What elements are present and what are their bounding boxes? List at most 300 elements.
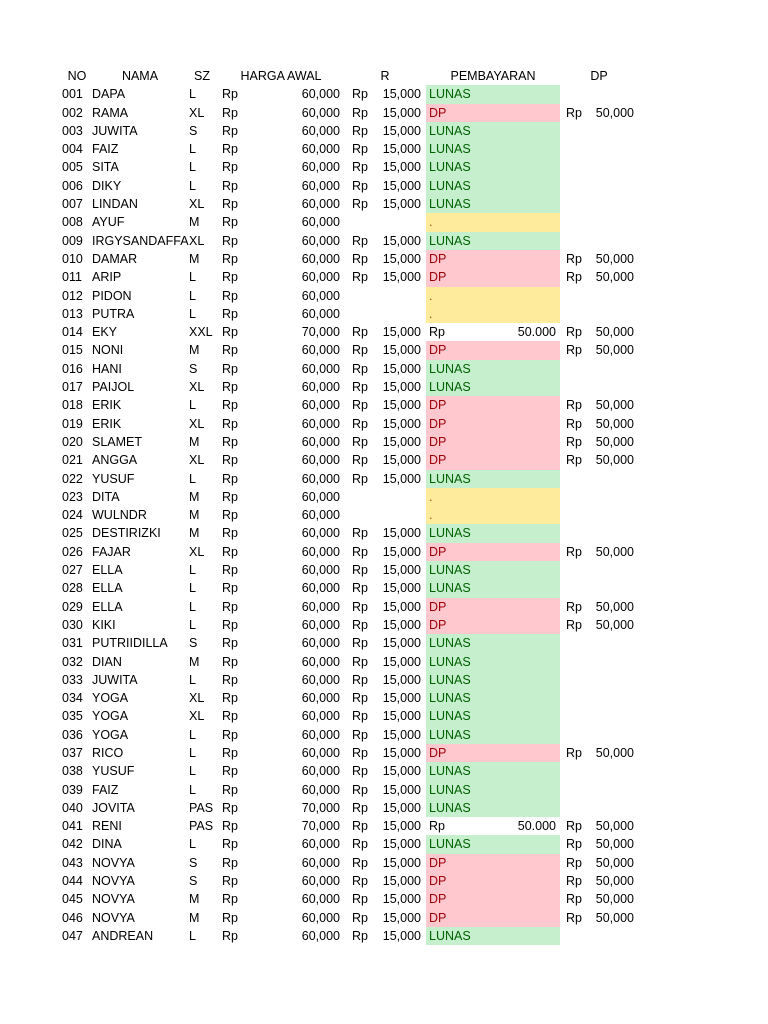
cell-r[interactable]: 15,000 [382,416,421,431]
cell-nama[interactable]: PIDON [92,288,132,303]
cell-dp[interactable] [590,707,634,725]
cell-currency[interactable]: Rp [566,855,582,870]
cell-sz[interactable]: L [189,928,196,943]
cell-r[interactable] [374,305,421,323]
cell-dp[interactable] [590,762,634,780]
cell-currency[interactable]: Rp [222,928,238,943]
cell-dp[interactable]: 50,000 [595,105,634,120]
cell-dp[interactable] [590,140,634,158]
cell-dp[interactable] [590,177,634,195]
cell-currency[interactable]: Rp [222,855,238,870]
cell-currency[interactable]: Rp [352,178,368,193]
cell-currency[interactable]: Rp [222,251,238,266]
cell-r[interactable]: 15,000 [382,270,421,285]
cell-currency[interactable]: Rp [222,434,238,449]
cell-nama[interactable]: EKY [92,325,118,340]
cell-harga-awal[interactable]: 60,000 [301,270,340,285]
cell-no[interactable]: 038 [62,764,83,779]
cell-currency[interactable]: Rp [222,837,238,852]
cell-r[interactable]: 15,000 [382,727,421,742]
cell-r[interactable]: 15,000 [382,837,421,852]
cell-currency[interactable]: Rp [352,782,368,797]
cell-nama[interactable]: KIKI [92,617,116,632]
cell-no[interactable]: 041 [62,819,83,834]
cell-dp[interactable] [590,470,634,488]
cell-dp[interactable]: 50,000 [595,270,634,285]
cell-currency[interactable]: Rp [352,453,368,468]
cell-sz[interactable]: M [189,489,200,504]
cell-currency[interactable]: Rp [352,892,368,907]
cell-harga-awal[interactable]: 60,000 [301,581,340,596]
cell-sz[interactable]: XL [189,416,205,431]
cell-harga-awal[interactable]: 60,000 [301,709,340,724]
cell-sz[interactable]: PAS [189,819,214,834]
cell-sz[interactable]: L [189,727,196,742]
cell-pembayaran[interactable] [426,433,560,451]
cell-r[interactable] [374,287,421,305]
cell-dp[interactable] [590,488,634,506]
cell-pembayaran[interactable] [426,707,560,725]
cell-harga-awal[interactable]: 70,000 [301,325,340,340]
cell-no[interactable]: 030 [62,617,83,632]
cell-nama[interactable]: DAMAR [92,251,138,266]
cell-nama[interactable]: SLAMET [92,434,143,449]
cell-r[interactable]: 15,000 [382,526,421,541]
cell-pembayaran[interactable] [426,195,560,213]
cell-currency[interactable]: Rp [222,727,238,742]
cell-r[interactable]: 15,000 [382,819,421,834]
cell-dp[interactable]: 50,000 [595,745,634,760]
cell-r[interactable]: 15,000 [382,855,421,870]
cell-no[interactable]: 003 [62,123,83,138]
cell-no[interactable]: 037 [62,745,83,760]
cell-dp[interactable]: 50,000 [595,544,634,559]
cell-pembayaran[interactable] [426,762,560,780]
cell-currency[interactable]: Rp [352,160,368,175]
cell-sz[interactable]: XL [189,453,205,468]
cell-sz[interactable]: M [189,343,200,358]
cell-currency[interactable]: Rp [222,380,238,395]
cell-harga-awal[interactable]: 60,000 [301,105,340,120]
cell-sz[interactable]: M [189,526,200,541]
cell-pembayaran[interactable] [426,378,560,396]
cell-no[interactable]: 024 [62,508,83,523]
cell-nama[interactable]: ANGGA [92,453,138,468]
cell-dp[interactable] [590,122,634,140]
cell-nama[interactable]: HANI [92,361,122,376]
cell-currency[interactable]: Rp [352,343,368,358]
cell-sz[interactable]: M [189,251,200,266]
cell-currency[interactable]: Rp [222,745,238,760]
cell-pembayaran[interactable] [426,817,560,835]
cell-pembayaran[interactable] [426,305,560,323]
cell-sz[interactable]: M [189,215,200,230]
cell-dp[interactable] [590,634,634,652]
cell-currency[interactable]: Rp [566,874,582,889]
cell-r[interactable]: 15,000 [382,434,421,449]
cell-currency[interactable]: Rp [566,270,582,285]
cell-dp[interactable] [590,378,634,396]
cell-sz[interactable]: S [189,855,198,870]
cell-sz[interactable]: XL [189,709,205,724]
cell-currency[interactable]: Rp [352,727,368,742]
cell-pembayaran[interactable] [426,360,560,378]
cell-harga-awal[interactable]: 60,000 [301,691,340,706]
cell-dp[interactable]: 50,000 [595,343,634,358]
cell-no[interactable]: 021 [62,453,83,468]
cell-harga-awal[interactable]: 60,000 [301,526,340,541]
cell-r[interactable]: 15,000 [382,599,421,614]
cell-no[interactable]: 017 [62,380,83,395]
cell-pembayaran[interactable] [426,744,560,762]
cell-r[interactable]: 15,000 [382,105,421,120]
cell-harga-awal[interactable]: 60,000 [301,471,340,486]
cell-currency[interactable]: Rp [566,325,582,340]
cell-currency[interactable]: Rp [222,105,238,120]
cell-sz[interactable]: PAS [189,800,214,815]
cell-r[interactable]: 15,000 [382,178,421,193]
cell-no[interactable]: 010 [62,251,83,266]
cell-harga-awal[interactable]: 60,000 [301,142,340,157]
cell-dp[interactable]: 50,000 [595,855,634,870]
cell-pembayaran[interactable] [426,543,560,561]
cell-r[interactable]: 15,000 [382,691,421,706]
cell-currency[interactable]: Rp [222,691,238,706]
cell-pembayaran[interactable] [426,177,560,195]
cell-harga-awal[interactable]: 60,000 [301,544,340,559]
cell-no[interactable]: 008 [62,215,83,230]
cell-currency[interactable]: Rp [566,343,582,358]
cell-currency[interactable]: Rp [352,87,368,102]
cell-pembayaran[interactable] [426,250,560,268]
cell-nama[interactable]: DESTIRIZKI [92,526,161,541]
cell-nama[interactable]: DITA [92,489,120,504]
cell-sz[interactable]: L [189,160,196,175]
cell-dp[interactable] [590,506,634,524]
cell-pembayaran[interactable] [426,122,560,140]
cell-sz[interactable]: M [189,434,200,449]
cell-nama[interactable]: DAPA [92,87,126,102]
cell-sz[interactable]: XL [189,691,205,706]
cell-sz[interactable]: L [189,306,196,321]
cell-sz[interactable]: L [189,599,196,614]
cell-nama[interactable]: IRGYSANDAFFA [92,233,189,248]
cell-no[interactable]: 015 [62,343,83,358]
cell-pembayaran[interactable] [426,341,560,359]
cell-nama[interactable]: JUWITA [92,672,138,687]
cell-sz[interactable]: L [189,672,196,687]
cell-nama[interactable]: DIAN [92,654,122,669]
cell-dp[interactable] [590,726,634,744]
cell-nama[interactable]: RENI [92,819,122,834]
cell-dp[interactable]: 50,000 [595,416,634,431]
cell-currency[interactable]: Rp [352,654,368,669]
cell-harga-awal[interactable]: 60,000 [301,599,340,614]
cell-currency[interactable]: Rp [352,233,368,248]
cell-pembayaran[interactable] [426,872,560,890]
cell-currency[interactable]: Rp [222,617,238,632]
cell-currency[interactable]: Rp [352,874,368,889]
cell-r[interactable]: 15,000 [382,123,421,138]
cell-no[interactable]: 016 [62,361,83,376]
cell-dp[interactable] [590,195,634,213]
cell-nama[interactable]: JUWITA [92,123,138,138]
cell-dp[interactable]: 50,000 [595,325,634,340]
cell-currency[interactable]: Rp [222,874,238,889]
cell-r[interactable]: 15,000 [382,233,421,248]
cell-sz[interactable]: L [189,142,196,157]
cell-nama[interactable]: RICO [92,745,124,760]
cell-dp[interactable] [590,232,634,250]
cell-currency[interactable]: Rp [352,636,368,651]
cell-pembayaran[interactable] [426,726,560,744]
cell-sz[interactable]: L [189,617,196,632]
cell-currency[interactable]: Rp [222,178,238,193]
cell-currency[interactable]: Rp [222,288,238,303]
cell-pembayaran[interactable] [426,689,560,707]
cell-harga-awal[interactable]: 60,000 [301,306,340,321]
cell-pembayaran[interactable] [426,927,560,945]
cell-sz[interactable]: M [189,508,200,523]
cell-harga-awal[interactable]: 60,000 [301,727,340,742]
cell-currency[interactable]: Rp [566,453,582,468]
cell-nama[interactable]: WULNDR [92,508,147,523]
cell-dp[interactable]: 50,000 [595,251,634,266]
cell-pembayaran[interactable] [426,561,560,579]
cell-currency[interactable]: Rp [352,910,368,925]
cell-dp[interactable]: 50,000 [595,398,634,413]
cell-no[interactable]: 042 [62,837,83,852]
cell-nama[interactable]: ANDREAN [92,928,154,943]
cell-currency[interactable]: Rp [352,270,368,285]
cell-no[interactable]: 005 [62,160,83,175]
cell-r[interactable]: 15,000 [382,764,421,779]
cell-sz[interactable]: XL [189,105,205,120]
cell-r[interactable]: 15,000 [382,910,421,925]
cell-r[interactable]: 15,000 [382,142,421,157]
cell-currency[interactable]: Rp [352,544,368,559]
cell-harga-awal[interactable]: 60,000 [301,178,340,193]
cell-dp[interactable] [590,671,634,689]
cell-no[interactable]: 025 [62,526,83,541]
cell-currency[interactable]: Rp [352,398,368,413]
cell-harga-awal[interactable]: 60,000 [301,928,340,943]
cell-currency[interactable]: Rp [566,544,582,559]
cell-nama[interactable]: NOVYA [92,855,135,870]
cell-currency[interactable]: Rp [222,87,238,102]
cell-currency[interactable]: Rp [222,581,238,596]
cell-nama[interactable]: PAIJOL [92,380,135,395]
cell-harga-awal[interactable]: 60,000 [301,489,340,504]
cell-harga-awal[interactable]: 70,000 [301,819,340,834]
cell-dp[interactable] [590,158,634,176]
cell-currency[interactable]: Rp [352,197,368,212]
cell-no[interactable]: 002 [62,105,83,120]
cell-currency[interactable]: Rp [566,251,582,266]
cell-r[interactable]: 15,000 [382,709,421,724]
cell-currency[interactable]: Rp [566,892,582,907]
cell-no[interactable]: 012 [62,288,83,303]
cell-r[interactable]: 15,000 [382,745,421,760]
cell-currency[interactable]: Rp [352,526,368,541]
cell-currency[interactable]: Rp [352,105,368,120]
cell-currency[interactable]: Rp [352,325,368,340]
cell-harga-awal[interactable]: 60,000 [301,563,340,578]
cell-currency[interactable]: Rp [222,764,238,779]
cell-sz[interactable]: XL [189,233,205,248]
cell-r[interactable]: 15,000 [382,160,421,175]
cell-currency[interactable]: Rp [352,123,368,138]
cell-nama[interactable]: NONI [92,343,124,358]
cell-no[interactable]: 028 [62,581,83,596]
cell-dp[interactable] [590,579,634,597]
cell-no[interactable]: 032 [62,654,83,669]
cell-harga-awal[interactable]: 60,000 [301,855,340,870]
cell-harga-awal[interactable]: 60,000 [301,434,340,449]
cell-no[interactable]: 047 [62,928,83,943]
cell-nama[interactable]: JOVITA [92,800,135,815]
cell-currency[interactable]: Rp [222,270,238,285]
cell-sz[interactable]: L [189,563,196,578]
cell-nama[interactable]: ERIK [92,416,122,431]
cell-currency[interactable]: Rp [352,142,368,157]
cell-harga-awal[interactable]: 60,000 [301,453,340,468]
cell-pembayaran[interactable] [426,213,560,231]
cell-dp[interactable]: 50,000 [595,617,634,632]
cell-r[interactable]: 15,000 [382,617,421,632]
cell-no[interactable]: 013 [62,306,83,321]
cell-currency[interactable]: Rp [222,453,238,468]
cell-pembayaran[interactable] [426,451,560,469]
cell-harga-awal[interactable]: 60,000 [301,288,340,303]
cell-pembayaran[interactable] [426,854,560,872]
cell-pembayaran[interactable] [426,616,560,634]
cell-sz[interactable]: L [189,270,196,285]
cell-currency[interactable]: Rp [222,233,238,248]
cell-pembayaran[interactable] [426,415,560,433]
cell-currency[interactable]: Rp [566,745,582,760]
cell-currency[interactable]: Rp [352,599,368,614]
cell-currency[interactable]: Rp [566,910,582,925]
cell-no[interactable]: 040 [62,800,83,815]
cell-dp[interactable] [590,927,634,945]
cell-r[interactable]: 15,000 [382,197,421,212]
cell-r[interactable]: 15,000 [382,654,421,669]
cell-nama[interactable]: ERIK [92,398,122,413]
cell-sz[interactable]: L [189,288,196,303]
cell-currency[interactable]: Rp [566,599,582,614]
cell-harga-awal[interactable]: 60,000 [301,233,340,248]
cell-sz[interactable]: S [189,636,198,651]
cell-harga-awal[interactable]: 60,000 [301,215,340,230]
cell-harga-awal[interactable]: 60,000 [301,910,340,925]
cell-nama[interactable]: FAIZ [92,782,119,797]
cell-dp[interactable] [590,85,634,103]
cell-currency[interactable]: Rp [352,563,368,578]
cell-currency[interactable]: Rp [222,563,238,578]
cell-harga-awal[interactable]: 60,000 [301,251,340,266]
cell-currency[interactable]: Rp [566,416,582,431]
cell-no[interactable]: 019 [62,416,83,431]
cell-r[interactable]: 15,000 [382,800,421,815]
cell-currency[interactable]: Rp [566,434,582,449]
cell-sz[interactable]: M [189,910,200,925]
cell-sz[interactable]: XL [189,197,205,212]
cell-pembayaran[interactable] [426,140,560,158]
cell-harga-awal[interactable]: 60,000 [301,508,340,523]
cell-r[interactable]: 15,000 [382,892,421,907]
cell-r[interactable]: 15,000 [382,874,421,889]
cell-no[interactable]: 044 [62,874,83,889]
cell-pembayaran[interactable] [426,323,560,341]
cell-sz[interactable]: L [189,87,196,102]
cell-sz[interactable]: S [189,123,198,138]
cell-nama[interactable]: ARIP [92,270,122,285]
cell-nama[interactable]: FAIZ [92,142,119,157]
cell-harga-awal[interactable]: 60,000 [301,123,340,138]
cell-currency[interactable]: Rp [222,306,238,321]
cell-currency[interactable]: Rp [352,416,368,431]
cell-currency[interactable]: Rp [222,709,238,724]
cell-no[interactable]: 018 [62,398,83,413]
cell-r[interactable]: 15,000 [382,636,421,651]
cell-pembayaran[interactable] [426,104,560,122]
cell-pembayaran[interactable] [426,506,560,524]
cell-no[interactable]: 014 [62,325,83,340]
cell-pembayaran[interactable] [426,488,560,506]
cell-nama[interactable]: NOVYA [92,910,135,925]
cell-harga-awal[interactable]: 60,000 [301,636,340,651]
cell-currency[interactable]: Rp [222,508,238,523]
cell-dp[interactable]: 50,000 [595,453,634,468]
cell-nama[interactable]: YUSUF [92,471,135,486]
cell-no[interactable]: 035 [62,709,83,724]
cell-currency[interactable]: Rp [222,910,238,925]
cell-currency[interactable]: Rp [352,691,368,706]
cell-currency[interactable]: Rp [352,709,368,724]
cell-no[interactable]: 031 [62,636,83,651]
cell-currency[interactable]: Rp [222,416,238,431]
cell-sz[interactable]: L [189,764,196,779]
cell-currency[interactable]: Rp [222,654,238,669]
cell-nama[interactable]: PUTRA [92,306,135,321]
cell-no[interactable]: 043 [62,855,83,870]
cell-dp[interactable]: 50,000 [595,874,634,889]
cell-r[interactable]: 15,000 [382,343,421,358]
cell-harga-awal[interactable]: 60,000 [301,380,340,395]
cell-sz[interactable]: L [189,782,196,797]
cell-nama[interactable]: DIKY [92,178,122,193]
cell-dp[interactable] [590,360,634,378]
cell-dp[interactable] [590,653,634,671]
cell-sz[interactable]: L [189,581,196,596]
cell-no[interactable]: 029 [62,599,83,614]
cell-pembayaran[interactable] [426,268,560,286]
cell-currency[interactable]: Rp [352,581,368,596]
cell-currency[interactable]: Rp [352,800,368,815]
cell-harga-awal[interactable]: 60,000 [301,343,340,358]
cell-dp[interactable] [590,781,634,799]
cell-no[interactable]: 033 [62,672,83,687]
cell-r[interactable]: 15,000 [382,251,421,266]
cell-nama[interactable]: AYUF [92,215,125,230]
cell-sz[interactable]: S [189,874,198,889]
cell-dp[interactable] [590,561,634,579]
cell-harga-awal[interactable]: 60,000 [301,672,340,687]
cell-harga-awal[interactable]: 60,000 [301,398,340,413]
cell-no[interactable]: 006 [62,178,83,193]
cell-r[interactable]: 15,000 [382,87,421,102]
